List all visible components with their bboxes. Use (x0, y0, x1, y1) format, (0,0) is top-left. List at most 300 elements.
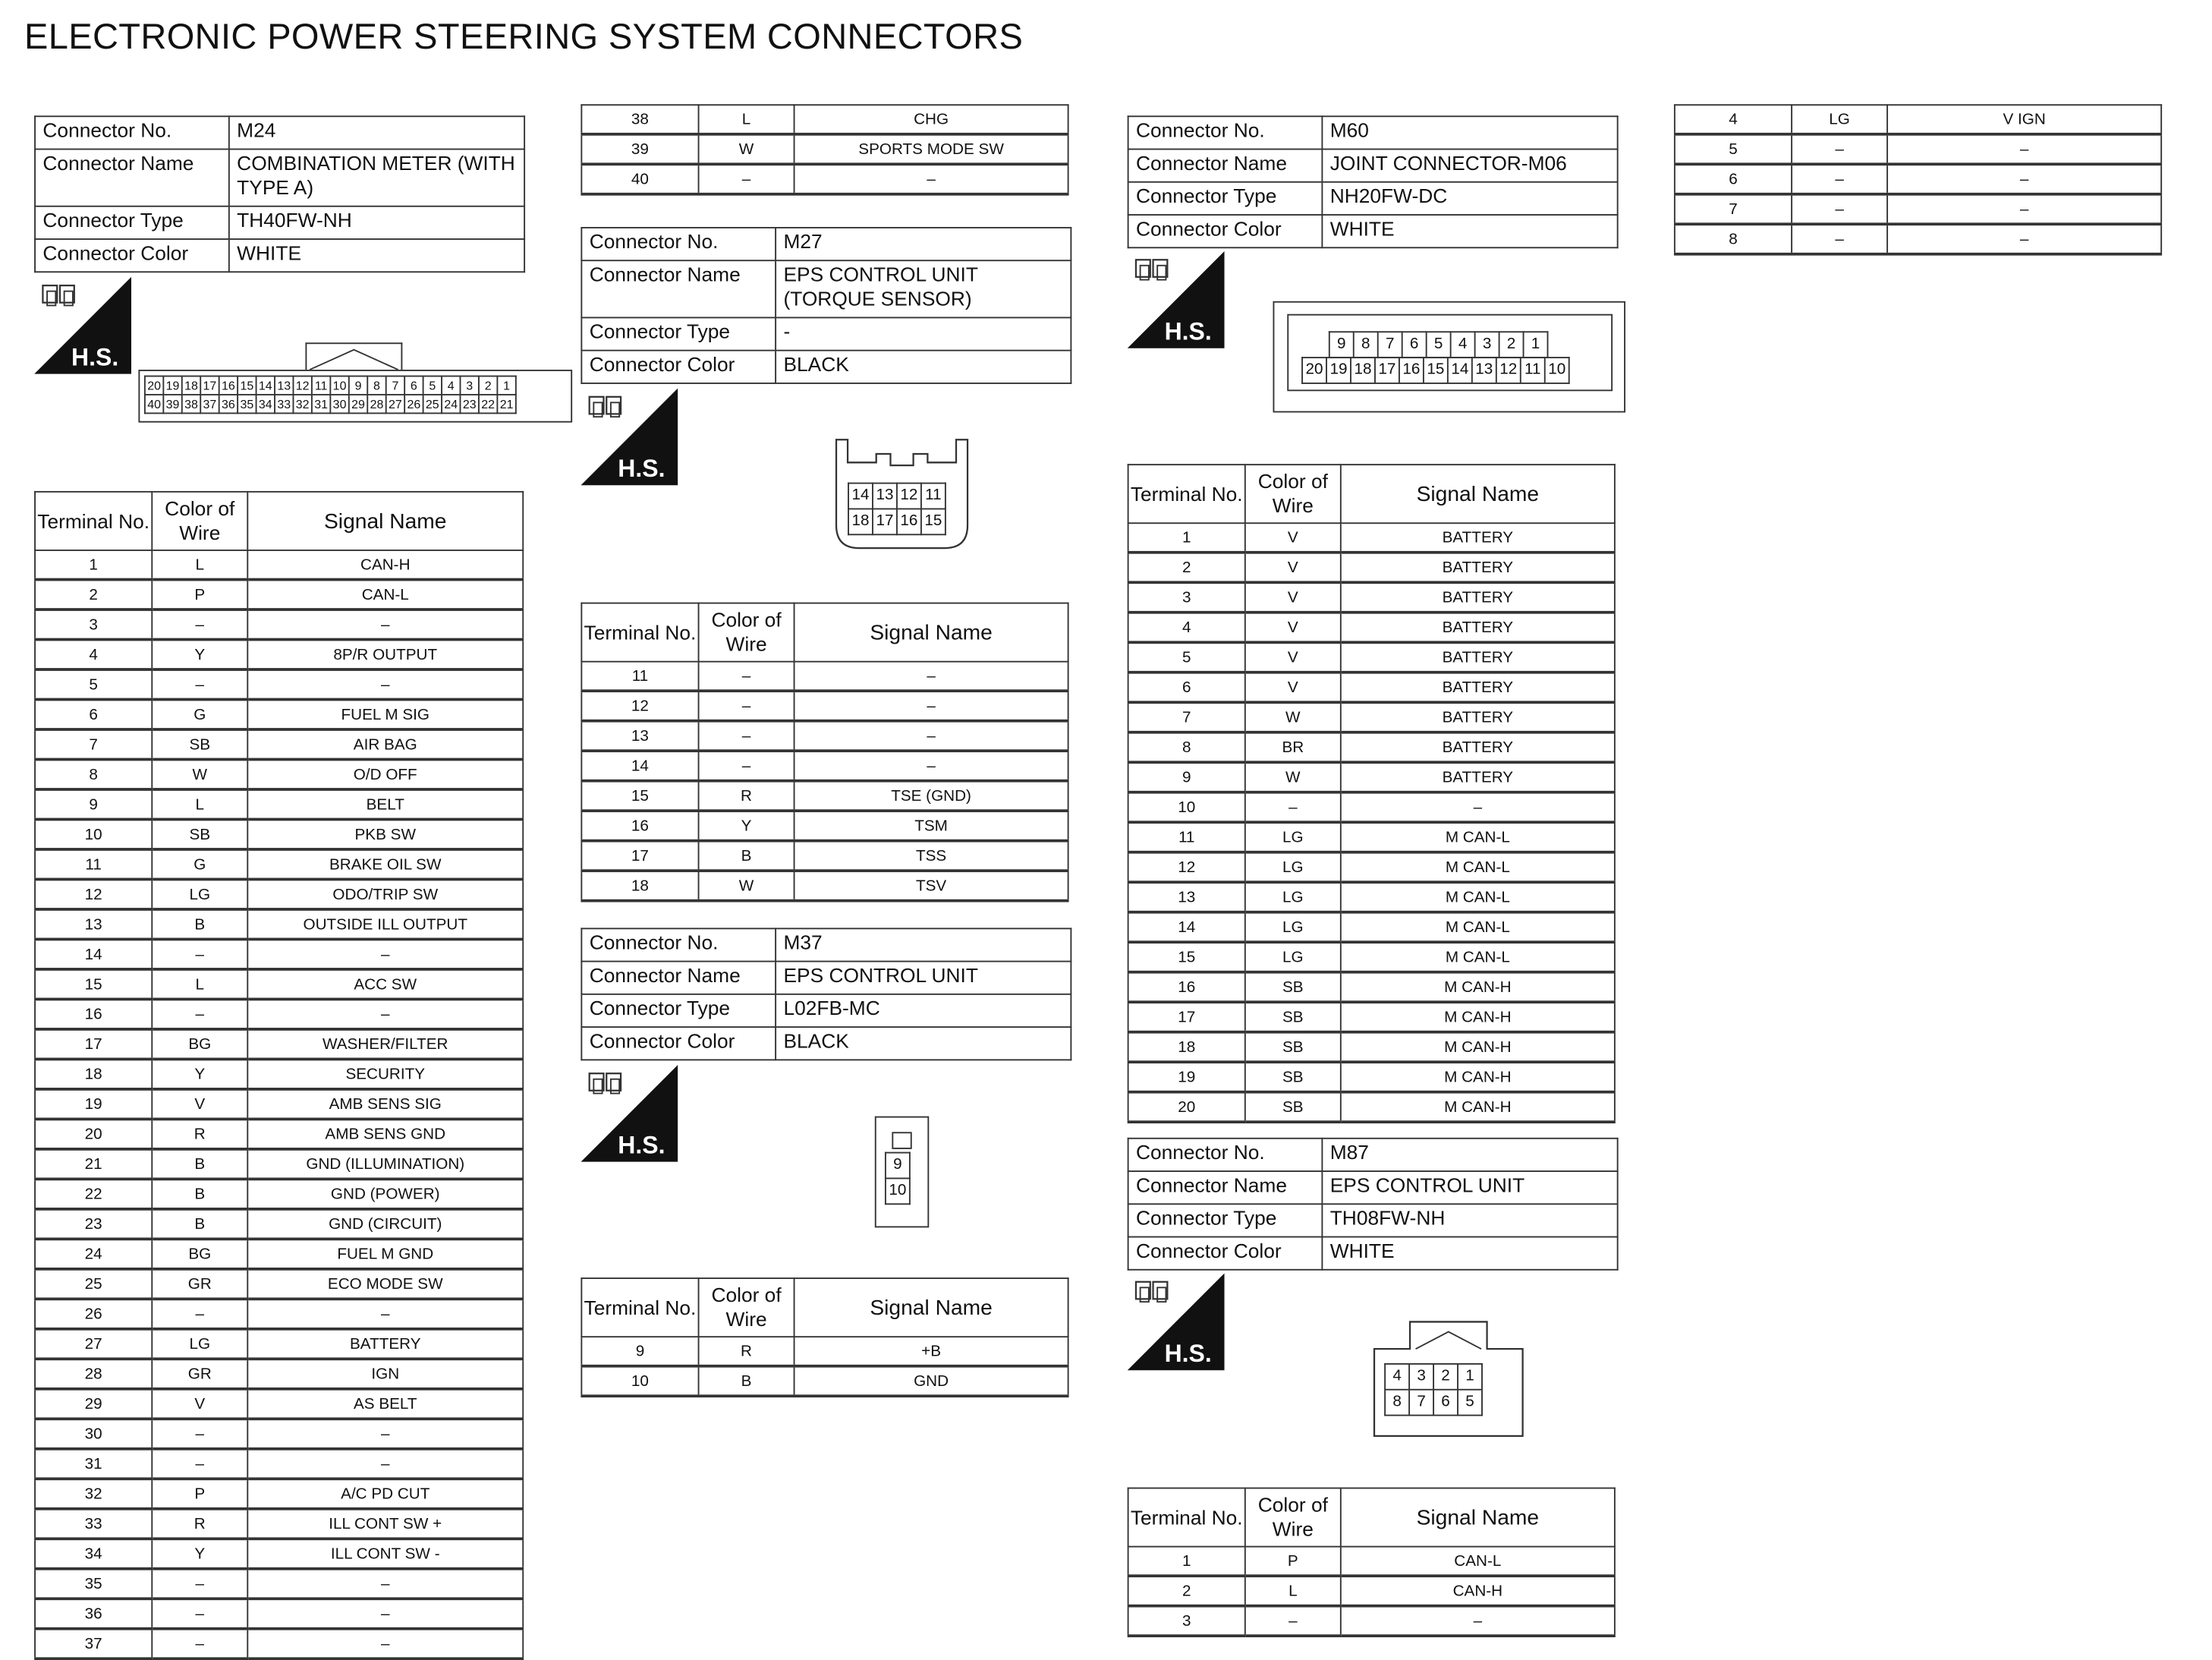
terminal-no-cell: 1 (1128, 1547, 1245, 1577)
table-row (581, 691, 1068, 720)
pin-cell: 1 (1458, 1364, 1482, 1390)
terminal-no-cell: 6 (1675, 164, 1792, 194)
terminal-no-cell: 16 (35, 999, 152, 1028)
wire-color-cell: V (152, 1089, 247, 1119)
terminal-no-cell: 3 (1128, 582, 1245, 612)
table-row (581, 871, 1068, 900)
table-row (35, 1119, 523, 1148)
hs-label: H.S. (1164, 1340, 1212, 1368)
signal-name-cell: OUTSIDE ILL OUTPUT (247, 909, 523, 939)
wire-color-cell: P (1245, 1547, 1341, 1577)
pin-cell: 1 (497, 376, 515, 395)
wire-color-cell: – (152, 1419, 247, 1448)
terminal-no-cell: 2 (1128, 1576, 1245, 1605)
wire-color-cell: L (152, 550, 247, 580)
pin-cell: 3 (1409, 1364, 1433, 1390)
terminal-no-cell: 23 (35, 1209, 152, 1239)
terminal-no-cell: 16 (1128, 972, 1245, 1002)
wire-color-cell: LG (1792, 105, 1887, 134)
m60-pin-grid-top (1329, 331, 1549, 358)
terminal-no-cell: 20 (1128, 1092, 1245, 1122)
table-row (35, 1629, 523, 1658)
table-row (35, 699, 523, 729)
terminal-no-cell: 29 (35, 1389, 152, 1419)
wire-color-cell: V (1245, 582, 1341, 612)
table-row (35, 789, 523, 819)
m87-connector-type: TH08FW-NH (1322, 1204, 1617, 1236)
table-row (35, 610, 523, 639)
signal-name-cell: – (247, 610, 523, 639)
wire-color-cell: W (699, 871, 794, 900)
signal-name-cell: GND (CIRCUIT) (247, 1209, 523, 1239)
table-row (35, 1509, 523, 1539)
label-connector-no: Connector No. (581, 928, 776, 961)
m37-connector-type: L02FB-MC (776, 994, 1071, 1027)
pin-cell: 11 (312, 376, 330, 395)
pin-cell: 2 (1499, 332, 1524, 358)
table-row (1675, 224, 2161, 254)
m27-connector-no: M27 (776, 228, 1071, 260)
pin-cell: 14 (1448, 358, 1472, 383)
signal-name-cell: AIR BAG (247, 729, 523, 759)
table-row (1128, 882, 1615, 912)
m27-connector-face (833, 436, 971, 553)
wire-color-cell: P (152, 580, 247, 610)
terminal-no-cell: 5 (1128, 642, 1245, 672)
wire-color-cell: L (152, 969, 247, 999)
m60-connector-color: WHITE (1322, 215, 1617, 247)
signal-name-cell: – (1341, 1606, 1615, 1636)
header-color-of-wire: Color of Wire (699, 603, 794, 662)
header-color-of-wire: Color of Wire (1245, 1488, 1341, 1547)
terminal-no-cell: 1 (1128, 523, 1245, 553)
wire-color-cell: LG (1245, 942, 1341, 972)
signal-name-cell: BRAKE OIL SW (247, 849, 523, 879)
table-row (35, 640, 523, 669)
wire-color-cell: SB (1245, 1002, 1341, 1032)
terminal-no-cell: 7 (35, 729, 152, 759)
signal-name-cell: FUEL M SIG (247, 699, 523, 729)
signal-name-cell: ECO MODE SW (247, 1269, 523, 1299)
pin-cell: 8 (1354, 332, 1378, 358)
m60-connector-face (1273, 301, 1625, 413)
pin-cell: 18 (182, 376, 200, 395)
pin-cell: 11 (921, 484, 946, 509)
wire-color-cell: – (1245, 792, 1341, 822)
label-connector-type: Connector Type (581, 317, 776, 350)
wire-color-cell: – (1245, 1606, 1341, 1636)
pin-cell: 15 (238, 376, 256, 395)
table-row (1128, 1576, 1615, 1605)
signal-name-cell: ILL CONT SW - (247, 1539, 523, 1568)
pin-cell: 8 (1385, 1390, 1409, 1416)
terminal-no-cell: 3 (35, 610, 152, 639)
m87-pin-grid (1384, 1363, 1483, 1416)
hs-label: H.S. (71, 343, 119, 371)
wire-color-cell: R (152, 1509, 247, 1539)
signal-name-cell: BATTERY (1341, 553, 1615, 582)
table-row (1128, 1002, 1615, 1032)
wire-color-cell: L (1245, 1576, 1341, 1605)
table-row (1128, 702, 1615, 732)
pin-cell: 6 (1402, 332, 1427, 358)
pin-cell: 30 (330, 395, 348, 413)
pin-cell: 8 (367, 376, 385, 395)
terminal-no-cell: 25 (35, 1269, 152, 1299)
wire-color-cell: – (1792, 164, 1887, 194)
table-row (581, 662, 1068, 691)
signal-name-cell: – (247, 939, 523, 969)
terminal-no-cell: 19 (35, 1089, 152, 1119)
terminal-no-cell: 12 (35, 879, 152, 909)
label-connector-name: Connector Name (1128, 150, 1323, 182)
table-row (1128, 1062, 1615, 1091)
pin-cell: 4 (1451, 332, 1475, 358)
wire-color-cell: LG (1245, 882, 1341, 912)
table-row (35, 1449, 523, 1479)
pin-cell: 7 (1378, 332, 1402, 358)
pin-cell: 2 (1433, 1364, 1458, 1390)
pin-cell: 21 (497, 395, 515, 413)
m24-terminal-table (34, 491, 524, 1660)
signal-name-cell: – (794, 662, 1068, 691)
table-row (1128, 582, 1615, 612)
pin-cell: 23 (460, 395, 478, 413)
wire-color-cell: – (699, 164, 794, 194)
signal-name-cell: FUEL M GND (247, 1239, 523, 1268)
table-row (581, 134, 1068, 164)
terminal-no-cell: 21 (35, 1149, 152, 1179)
pin-cell: 16 (897, 509, 921, 534)
signal-name-cell: – (794, 751, 1068, 780)
pin-cell: 15 (921, 509, 946, 534)
wire-color-cell: B (152, 1149, 247, 1179)
header-signal-name: Signal Name (1341, 1488, 1615, 1547)
table-row (35, 999, 523, 1028)
table-row (35, 1479, 523, 1508)
wire-color-cell: B (152, 909, 247, 939)
wire-color-cell: SB (1245, 972, 1341, 1002)
terminal-no-cell: 7 (1675, 194, 1792, 224)
pin-cell: 24 (442, 395, 460, 413)
pin-cell: 35 (238, 395, 256, 413)
table-row (35, 849, 523, 879)
terminal-no-cell: 33 (35, 1509, 152, 1539)
terminal-no-cell: 13 (581, 721, 698, 751)
wire-color-cell: – (152, 999, 247, 1028)
m27-connector-name: EPS CONTROL UNIT (TORQUE SENSOR) (776, 260, 1071, 317)
m87-connector-face (1373, 1321, 1524, 1438)
wire-color-cell: W (1245, 702, 1341, 732)
hs-icon (1128, 1273, 1225, 1370)
table-row (35, 759, 523, 789)
m24-connector-color: WHITE (229, 239, 524, 272)
signal-name-cell: TSS (794, 841, 1068, 871)
table-row (581, 105, 1068, 134)
terminal-no-cell: 3 (1128, 1606, 1245, 1636)
table-row (35, 969, 523, 999)
m87-terminal-table (1128, 1488, 1616, 1637)
pin-cell: 12 (1496, 358, 1521, 383)
label-connector-name: Connector Name (35, 150, 229, 206)
table-row (35, 879, 523, 909)
wire-color-cell: V (1245, 613, 1341, 642)
wire-color-cell: – (152, 669, 247, 699)
pin-cell: 28 (367, 395, 385, 413)
table-row (1128, 1547, 1615, 1577)
table-row (35, 1389, 523, 1419)
wire-color-cell: GR (152, 1359, 247, 1388)
signal-name-cell: AMB SENS GND (247, 1119, 523, 1148)
hs-icon (34, 277, 131, 374)
signal-name-cell: – (1887, 164, 2161, 194)
table-row (1128, 762, 1615, 792)
signal-name-cell: AS BELT (247, 1389, 523, 1419)
table-row (35, 1359, 523, 1388)
label-connector-no: Connector No. (581, 228, 776, 260)
signal-name-cell: – (1887, 194, 2161, 224)
terminal-no-cell: 2 (35, 580, 152, 610)
terminal-no-cell: 24 (35, 1239, 152, 1268)
wire-color-cell: LG (1245, 912, 1341, 942)
header-color-of-wire: Color of Wire (699, 1278, 794, 1337)
signal-name-cell: – (247, 999, 523, 1028)
pin-cell: 14 (848, 484, 873, 509)
signal-name-cell: M CAN-H (1341, 1032, 1615, 1062)
wire-color-cell: G (152, 699, 247, 729)
m60-connector-type: NH20FW-DC (1322, 182, 1617, 215)
table-row (581, 1337, 1068, 1366)
signal-name-cell: BELT (247, 789, 523, 819)
signal-name-cell: 8P/R OUTPUT (247, 640, 523, 669)
terminal-no-cell: 20 (35, 1119, 152, 1148)
wire-color-cell: BG (152, 1239, 247, 1268)
page-title: ELECTRONIC POWER STEERING SYSTEM CONNECTORS (24, 17, 1024, 58)
wire-color-cell: L (152, 789, 247, 819)
signal-name-cell: TSM (794, 811, 1068, 840)
m37-info-table (581, 928, 1071, 1060)
table-row (35, 1149, 523, 1179)
table-row (35, 1329, 523, 1359)
signal-name-cell: A/C PD CUT (247, 1479, 523, 1508)
signal-name-cell: BATTERY (1341, 582, 1615, 612)
pin-cell: 29 (349, 395, 367, 413)
signal-name-cell: IGN (247, 1359, 523, 1388)
wire-color-cell: LG (1245, 822, 1341, 852)
wire-color-cell: SB (1245, 1062, 1341, 1091)
m87-connector-color: WHITE (1322, 1237, 1617, 1270)
pin-cell: 10 (330, 376, 348, 395)
pin-cell: 20 (1302, 358, 1326, 383)
m60-info-table (1128, 115, 1619, 248)
pin-cell: 17 (1375, 358, 1399, 383)
signal-name-cell: CHG (794, 105, 1068, 134)
label-connector-name: Connector Name (581, 260, 776, 317)
wire-color-cell: – (152, 1629, 247, 1658)
label-connector-name: Connector Name (1128, 1171, 1323, 1204)
label-connector-color: Connector Color (581, 1027, 776, 1060)
pin-cell: 2 (479, 376, 497, 395)
wire-color-cell: Y (152, 1059, 247, 1088)
signal-name-cell: – (247, 1599, 523, 1628)
wire-color-cell: Y (152, 1539, 247, 1568)
terminal-no-cell: 34 (35, 1539, 152, 1568)
pin-cell: 38 (182, 395, 200, 413)
hs-label: H.S. (618, 1131, 665, 1159)
pin-cell: 19 (163, 376, 181, 395)
terminal-no-cell: 1 (35, 550, 152, 580)
pin-cell: 25 (423, 395, 442, 413)
terminal-no-cell: 28 (35, 1359, 152, 1388)
terminal-no-cell: 17 (581, 841, 698, 871)
pin-cell: 17 (873, 509, 897, 534)
terminal-no-cell: 38 (581, 105, 698, 134)
terminal-no-cell: 6 (1128, 673, 1245, 702)
signal-name-cell: V IGN (1887, 105, 2161, 134)
wire-color-cell: SB (1245, 1092, 1341, 1122)
wire-color-cell: – (152, 1449, 247, 1479)
m24-connector-type: TH40FW-NH (229, 206, 524, 239)
terminal-no-cell: 22 (35, 1179, 152, 1208)
terminal-no-cell: 31 (35, 1449, 152, 1479)
signal-name-cell: M CAN-H (1341, 1092, 1615, 1122)
pin-cell: 31 (312, 395, 330, 413)
table-row (1128, 942, 1615, 972)
signal-name-cell: CAN-H (1341, 1576, 1615, 1605)
table-row (1128, 1032, 1615, 1062)
pin-cell: 5 (1427, 332, 1451, 358)
wire-color-cell: W (152, 759, 247, 789)
header-terminal-no: Terminal No. (1128, 465, 1245, 523)
wire-color-cell: SB (152, 729, 247, 759)
hs-label: H.S. (618, 455, 665, 483)
table-row (1128, 732, 1615, 762)
table-row (35, 729, 523, 759)
m27-pin-grid (848, 483, 946, 536)
label-connector-color: Connector Color (581, 351, 776, 383)
pin-cell: 10 (886, 1178, 910, 1204)
pin-cell: 18 (1351, 358, 1375, 383)
terminal-no-cell: 13 (1128, 882, 1245, 912)
table-row (1128, 852, 1615, 882)
pin-cell: 9 (349, 376, 367, 395)
pin-cell: 12 (293, 376, 311, 395)
wire-color-cell: SB (152, 819, 247, 849)
table-row (1128, 553, 1615, 582)
pin-cell: 7 (1409, 1390, 1433, 1416)
pin-cell: 19 (1326, 358, 1351, 383)
pin-cell: 14 (256, 376, 275, 395)
pin-cell: 33 (275, 395, 293, 413)
signal-name-cell: PKB SW (247, 819, 523, 849)
terminal-no-cell: 15 (35, 969, 152, 999)
terminal-no-cell: 9 (35, 789, 152, 819)
terminal-no-cell: 2 (1128, 553, 1245, 582)
terminal-no-cell: 18 (35, 1059, 152, 1088)
pin-cell: 3 (460, 376, 478, 395)
signal-name-cell: – (794, 164, 1068, 194)
terminal-no-cell: 9 (1128, 762, 1245, 792)
wire-color-cell: LG (152, 1329, 247, 1359)
signal-name-cell: GND (ILLUMINATION) (247, 1149, 523, 1179)
wire-color-cell: B (699, 1366, 794, 1396)
signal-name-cell: M CAN-H (1341, 972, 1615, 1002)
signal-name-cell: BATTERY (1341, 642, 1615, 672)
wire-color-cell: B (152, 1209, 247, 1239)
label-connector-type: Connector Type (35, 206, 229, 239)
table-row (1128, 1092, 1615, 1122)
header-terminal-no: Terminal No. (1128, 1488, 1245, 1547)
signal-name-cell: M CAN-H (1341, 1002, 1615, 1032)
table-row (35, 1209, 523, 1239)
table-row (581, 811, 1068, 840)
header-terminal-no: Terminal No. (35, 492, 152, 550)
signal-name-cell: SECURITY (247, 1059, 523, 1088)
table-row (35, 1299, 523, 1328)
signal-name-cell: – (794, 721, 1068, 751)
wire-color-cell: BG (152, 1029, 247, 1059)
table-row (35, 550, 523, 580)
table-row (1128, 1606, 1615, 1636)
table-row (581, 841, 1068, 871)
label-connector-type: Connector Type (581, 994, 776, 1027)
wire-color-cell: L (699, 105, 794, 134)
signal-name-cell: TSV (794, 871, 1068, 900)
wire-color-cell: V (1245, 523, 1341, 553)
table-row (1128, 972, 1615, 1002)
terminal-no-cell: 40 (581, 164, 698, 194)
wire-color-cell: V (152, 1389, 247, 1419)
m37-terminal-table (581, 1277, 1068, 1397)
header-color-of-wire: Color of Wire (152, 492, 247, 550)
m24-connector-name: COMBINATION METER (WITH TYPE A) (229, 150, 524, 206)
m60-connector-name: JOINT CONNECTOR-M06 (1322, 150, 1617, 182)
header-terminal-no: Terminal No. (581, 603, 698, 662)
m37-connector-name: EPS CONTROL UNIT (776, 962, 1071, 994)
terminal-no-cell: 18 (581, 871, 698, 900)
signal-name-cell: – (247, 1569, 523, 1599)
table-row (581, 1366, 1068, 1396)
table-row (581, 164, 1068, 194)
label-connector-no: Connector No. (1128, 1139, 1323, 1171)
terminal-no-cell: 39 (581, 134, 698, 164)
terminal-no-cell: 30 (35, 1419, 152, 1448)
table-row (35, 1569, 523, 1599)
wire-color-cell: – (1792, 224, 1887, 254)
signal-name-cell: M CAN-L (1341, 822, 1615, 852)
terminal-no-cell: 10 (1128, 792, 1245, 822)
signal-name-cell: O/D OFF (247, 759, 523, 789)
table-row (581, 781, 1068, 811)
signal-name-cell: ACC SW (247, 969, 523, 999)
signal-name-cell: – (247, 1629, 523, 1658)
wire-color-cell: Y (152, 640, 247, 669)
pin-cell: 10 (1545, 358, 1569, 383)
signal-name-cell: BATTERY (1341, 673, 1615, 702)
wire-color-cell: – (699, 662, 794, 691)
signal-name-cell: – (1887, 224, 2161, 254)
terminal-no-cell: 11 (581, 662, 698, 691)
signal-name-cell: CAN-H (247, 550, 523, 580)
pin-cell: 12 (897, 484, 921, 509)
table-row (35, 1029, 523, 1059)
signal-name-cell: – (247, 1419, 523, 1448)
terminal-no-cell: 8 (35, 759, 152, 789)
pin-cell: 13 (1472, 358, 1496, 383)
signal-name-cell: ILL CONT SW + (247, 1509, 523, 1539)
table-row (1675, 134, 2161, 164)
terminal-no-cell: 7 (1128, 702, 1245, 732)
